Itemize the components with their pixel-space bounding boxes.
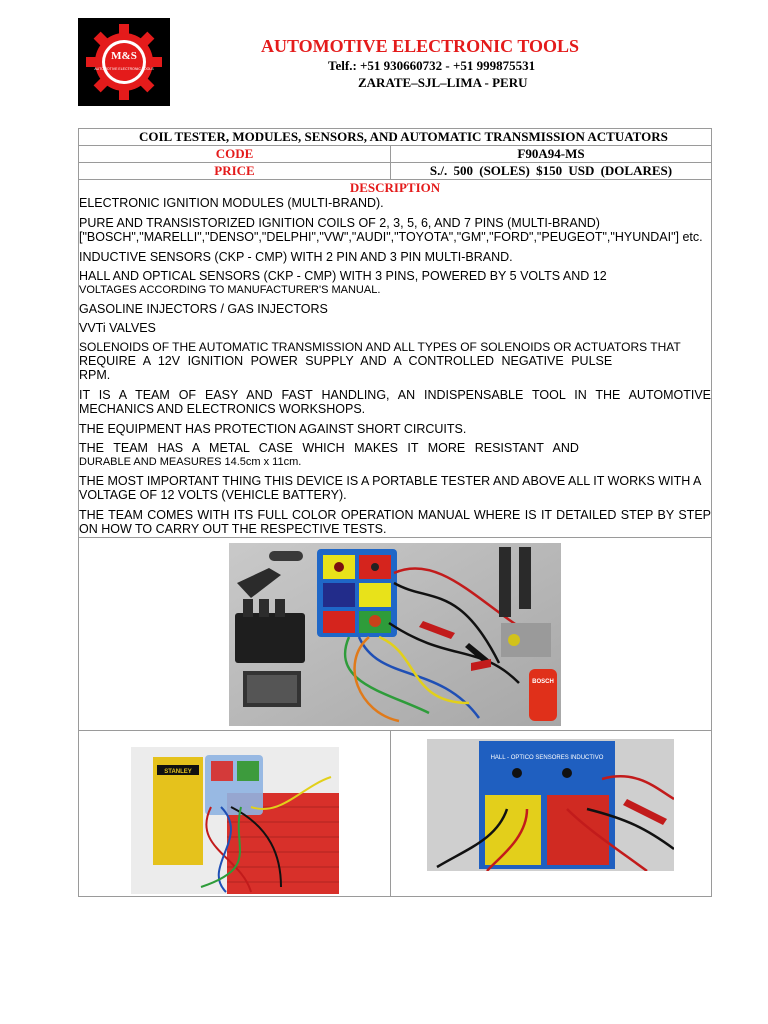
product-title: COIL TESTER, MODULES, SENSORS, AND AUTOMATIC TRANSMISSION ACTUATORS <box>139 129 668 144</box>
desc-ignition-coils: PURE AND TRANSISTORIZED IGNITION COILS OF 2, 3, 5, 6, AND 7 PINS (MULTI-BRAND) ["BOSCH","MARELLI","DENSO","DELPHI","VW","AUDI","TOYOTA","GM","FORD","PEUGEOT","HYUNDAI"] etc. <box>79 215 703 244</box>
tester-closeup-photo <box>427 739 674 871</box>
company-address: ZARATE–SJL–LIMA - PERU <box>358 75 528 90</box>
desc-solenoids-cont: REQUIRE A 12V IGNITION POWER SUPPLY AND A CONTROLLED NEGATIVE PULSE RPM. <box>79 353 613 382</box>
desc-injectors: GASOLINE INJECTORS / GAS INJECTORS <box>79 301 328 316</box>
photo-cell-left <box>79 730 391 896</box>
company-title: AUTOMOTIVE ELECTRONIC TOOLS <box>260 36 580 56</box>
main-photo-cell <box>79 537 712 730</box>
code-value: F90A94-MS <box>391 146 712 163</box>
desc-metal-case-size: DURABLE AND MEASURES 14.5cm x 11cm. <box>79 455 302 468</box>
photo-cell-right <box>391 730 712 896</box>
desc-metal-case: THE TEAM HAS A METAL CASE WHICH MAKES IT MORE RESISTANT AND <box>79 441 579 455</box>
product-kit-photo <box>229 543 561 726</box>
desc-hall-sensors: HALL AND OPTICAL SENSORS (CKP - CMP) WITH 3 PINS, POWERED BY 5 VOLTS AND 12 <box>79 269 607 283</box>
desc-hall-sensors-note: VOLTAGES ACCORDING TO MANUFACTURER'S MANUAL. <box>79 283 381 296</box>
kit-accessories-photo <box>131 747 339 894</box>
desc-solenoids: SOLENOIDS OF THE AUTOMATIC TRANSMISSION AND ALL TYPES OF SOLENOIDS OR ACTUATORS THAT <box>79 339 681 354</box>
price-label: PRICE <box>79 163 391 180</box>
desc-inductive-sensors: INDUCTIVE SENSORS (CKP - CMP) WITH 2 PIN AND 3 PIN MULTI-BRAND. <box>79 249 513 264</box>
company-phone: Telf.: +51 930660732 - +51 999875531 <box>328 58 536 73</box>
panel-label: HALL - OPTICO SENSORES INDUCTIVO <box>490 754 604 761</box>
logo-subtext: AUTOMOTIVE ELECTRONIC TOOLS <box>94 67 154 71</box>
desc-portable: THE MOST IMPORTANT THING THIS DEVICE IS A PORTABLE TESTER AND ABOVE ALL IT WORKS WITH A VOLTAGE OF 12 VOLTS (VEHICLE BATTERY). <box>79 473 701 502</box>
desc-ignition-modules: ELECTRONIC IGNITION MODULES (MULTI-BRAND). <box>79 196 384 210</box>
description-heading: DESCRIPTION <box>349 180 441 195</box>
bosch-label: BOSCH <box>532 678 554 685</box>
company-logo <box>78 18 170 106</box>
code-label: CODE <box>79 146 391 163</box>
desc-vvti: VVTi VALVES <box>79 321 156 335</box>
logo-text: M&S <box>111 50 137 62</box>
desc-protection: THE EQUIPMENT HAS PROTECTION AGAINST SHORT CIRCUITS. <box>79 421 467 436</box>
product-sheet <box>78 128 712 897</box>
desc-easy-handling: IT IS A TEAM OF EASY AND FAST HANDLING, AN INDISPENSABLE TOOL IN THE AUTOMOTIVE MECHANICS AND ELECTRONICS WORKSHOPS. <box>79 387 711 416</box>
description-section <box>79 180 712 538</box>
price-value: S./. 500 (SOLES) $150 USD (DOLARES) <box>391 163 712 180</box>
desc-manual: THE TEAM COMES WITH ITS FULL COLOR OPERATION MANUAL WHERE IS IT DETAILED STEP BY STEP ON HOW TO CARRY OUT THE RESPECTIVE TESTS. <box>79 507 711 536</box>
stanley-label: STANLEY <box>164 768 192 775</box>
